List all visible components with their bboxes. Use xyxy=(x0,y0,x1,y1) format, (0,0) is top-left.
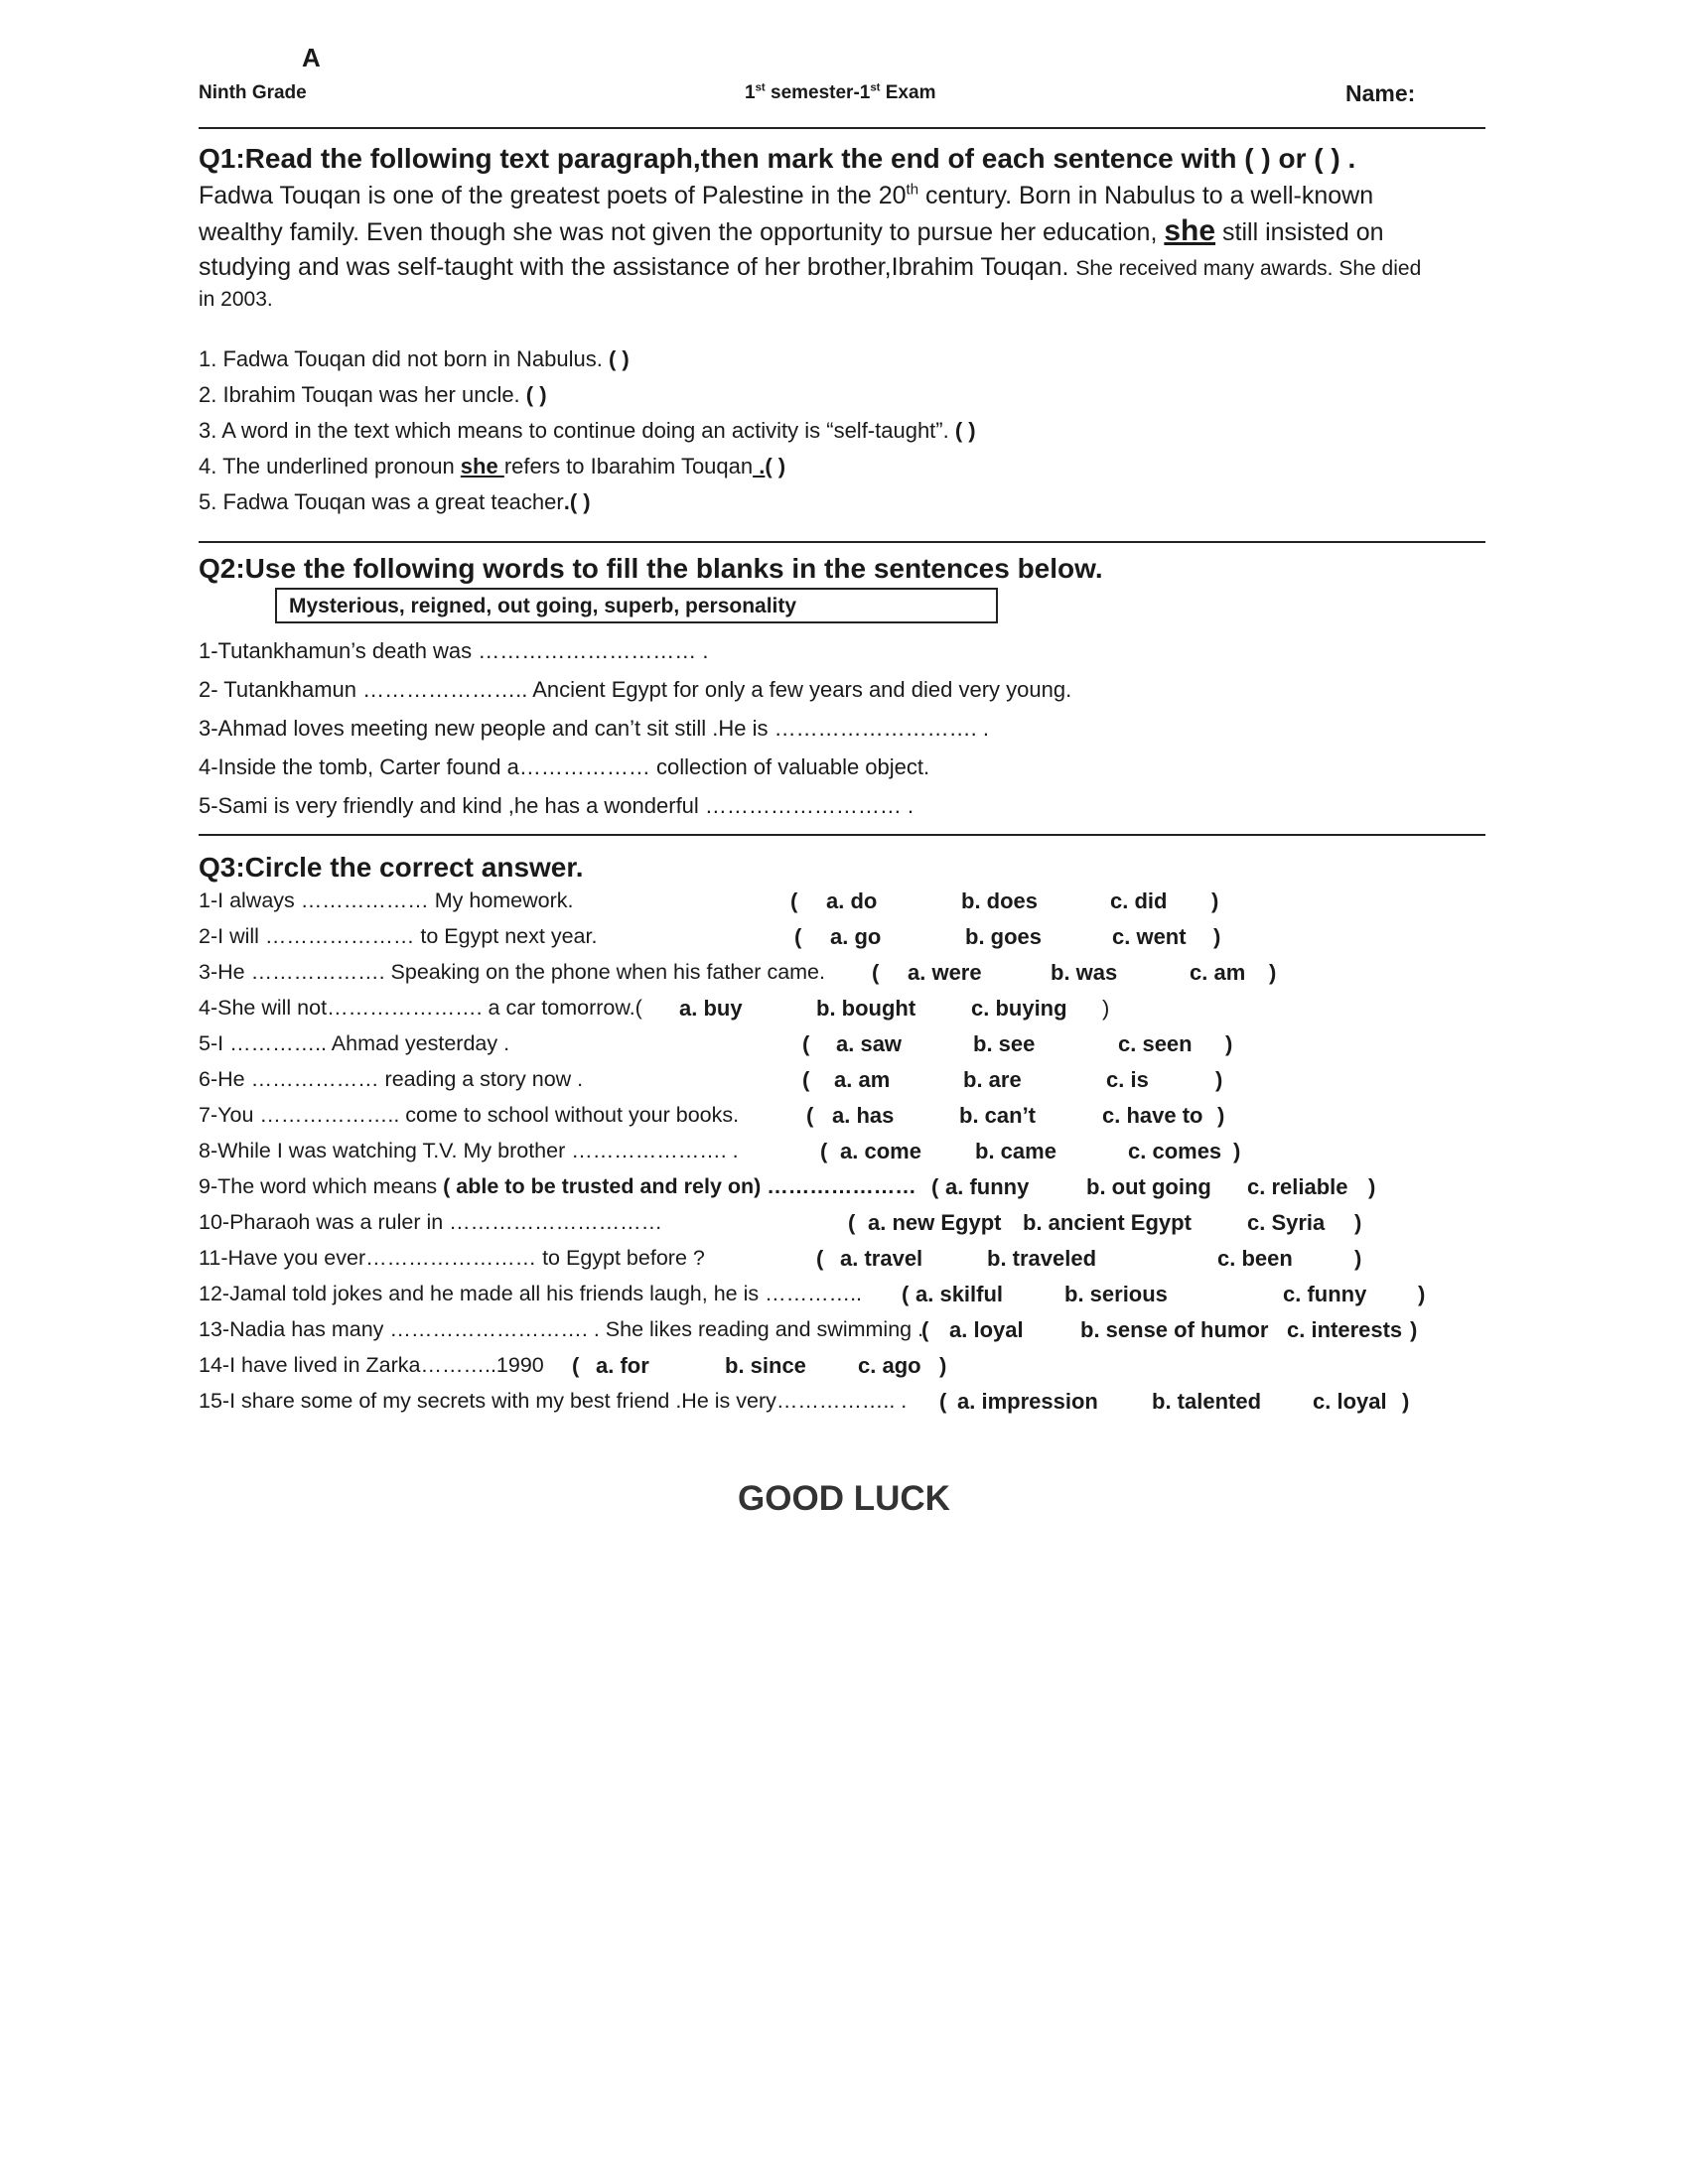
q3-title: Q3:Circle the correct answer. xyxy=(199,852,584,883)
word-bank-box xyxy=(275,588,998,623)
q3-option-c[interactable]: c. funny xyxy=(1283,1282,1367,1306)
q3-open-paren: ( xyxy=(572,1353,580,1378)
q3-option-a[interactable]: a. buy xyxy=(679,996,743,1021)
q3-option-c[interactable]: c. Syria xyxy=(1247,1210,1326,1235)
q3-option-c[interactable]: c. buying xyxy=(971,996,1067,1021)
q3-option-b[interactable]: b. serious xyxy=(1064,1282,1168,1306)
q1-title: Q1:Read the following text paragraph,then mark the end of each sentence with ( ) or ( ) . xyxy=(199,143,1356,174)
exam-version: A xyxy=(302,43,321,72)
q3-option-a[interactable]: a. has xyxy=(832,1103,895,1128)
q3-option-c[interactable]: c. went xyxy=(1112,924,1187,949)
q3-open-paren: ( xyxy=(806,1103,814,1128)
q3-open-paren: ( xyxy=(921,1317,929,1342)
q3-option-a[interactable]: a. saw xyxy=(836,1031,903,1056)
q3-close-paren: ) xyxy=(1225,1031,1233,1056)
q2-divider xyxy=(199,834,1485,836)
q3-option-a[interactable]: a. do xyxy=(826,888,878,913)
q3-option-c[interactable]: c. reliable xyxy=(1247,1174,1348,1199)
q3-question-13: 13-Nadia has many ………………………. . She likes reading and swimming . xyxy=(199,1317,924,1341)
q2-item-5: 5-Sami is very friendly and kind ,he has a wonderful ……………………… . xyxy=(199,793,914,818)
q3-question-5: 5-I ………….. Ahmad yesterday . xyxy=(199,1031,510,1055)
header-divider xyxy=(199,127,1485,129)
q3-option-b[interactable]: b. talented xyxy=(1152,1389,1262,1414)
q3-question-1: 1-I always ……………… My homework. xyxy=(199,888,574,912)
q3-open-paren: ( xyxy=(931,1174,939,1199)
q3-option-c[interactable]: c. comes xyxy=(1128,1139,1222,1163)
answer-blank: ( ) xyxy=(569,489,591,514)
q3-option-a[interactable]: a. skilful xyxy=(915,1282,1004,1306)
q1-item-4: 4. The underlined pronoun she refers to Ibarahim Touqan .( ) xyxy=(199,454,786,478)
answer-blank: ( ) xyxy=(765,454,786,478)
q3-option-c[interactable]: c. am xyxy=(1190,960,1246,985)
q3-option-b[interactable]: b. can’t xyxy=(959,1103,1037,1128)
q3-open-paren: ( xyxy=(820,1139,828,1163)
q3-open-paren: ( xyxy=(790,888,798,913)
q2-title: Q2:Use the following words to fill the blanks in the sentences below. xyxy=(199,553,1103,584)
q2-item-1: 1-Tutankhamun’s death was ………………………… . xyxy=(199,638,709,663)
answer-blank: ( ) xyxy=(608,346,630,371)
q3-question-3: 3-He ………………. Speaking on the phone when his father came. xyxy=(199,960,825,984)
q2-item-4: 4-Inside the tomb, Carter found a……………… collection of valuable object. xyxy=(199,754,930,779)
q3-close-paren: ) xyxy=(1233,1139,1241,1163)
q3-close-paren: ) xyxy=(1368,1174,1376,1199)
q3-option-c[interactable]: c. loyal xyxy=(1313,1389,1387,1414)
q3-open-paren: ( xyxy=(939,1389,947,1414)
q3-option-b[interactable]: b. traveled xyxy=(987,1246,1097,1271)
name-label: Name: xyxy=(1345,80,1416,106)
q3-option-c[interactable]: c. been xyxy=(1217,1246,1293,1271)
q3-option-c[interactable]: c. is xyxy=(1106,1067,1149,1092)
q3-close-paren: ) xyxy=(1354,1210,1362,1235)
underlined-pronoun: she xyxy=(1164,214,1216,247)
q3-option-a[interactable]: a. were xyxy=(908,960,982,985)
answer-blank: ( ) xyxy=(525,382,547,407)
q3-option-a[interactable]: a. travel xyxy=(840,1246,923,1271)
q2-item-2: 2- Tutankhamun ………………….. Ancient Egypt for only a few years and died very young. xyxy=(199,677,1072,702)
q1-paragraph: Fadwa Touqan is one of the greatest poets of Palestine in the 20th century. Born in Nabulus to a well-known wealthy family. Even though she was not given the opportunity to pursue her education, she still insisted on studying and was self-taught with the assistance of her brother,Ibrahim Touqan. She received many awards. She died in 2003. xyxy=(199,181,1422,311)
q3-close-paren: ) xyxy=(1354,1246,1362,1271)
q3-open-paren: ( xyxy=(872,960,880,985)
q1-item-2: 2. Ibrahim Touqan was her uncle. ( ) xyxy=(199,382,547,407)
q3-option-b[interactable]: b. came xyxy=(975,1139,1056,1163)
q3-open-paren: ( xyxy=(902,1282,910,1306)
q3-option-b[interactable]: b. bought xyxy=(816,996,916,1021)
q3-close-paren: ) xyxy=(1213,924,1221,949)
q3-option-c[interactable]: c. interests xyxy=(1287,1317,1403,1342)
exam-label: 1st semester-1st Exam xyxy=(745,81,936,103)
q3-option-c[interactable]: c. did xyxy=(1110,888,1168,913)
q3-option-b[interactable]: b. goes xyxy=(965,924,1043,949)
q3-option-c[interactable]: c. ago xyxy=(858,1353,921,1378)
q3-close-paren: ) xyxy=(1217,1103,1225,1128)
q3-option-b[interactable]: b. does xyxy=(961,888,1039,913)
q3-option-a[interactable]: a. am xyxy=(834,1067,891,1092)
q3-close-paren: ) xyxy=(1402,1389,1410,1414)
q3-option-a[interactable]: a. go xyxy=(830,924,882,949)
q3-question-10: 10-Pharaoh was a ruler in ………………………… xyxy=(199,1210,663,1234)
q3-option-a[interactable]: a. impression xyxy=(957,1389,1098,1414)
q3-open-paren: ( xyxy=(802,1031,810,1056)
q3-close-paren: ) xyxy=(1102,996,1110,1021)
good-luck-footer: GOOD LUCK xyxy=(738,1479,950,1518)
word-bank: Mysterious, reigned, out going, superb, personality xyxy=(289,595,797,617)
q3-open-paren: ( xyxy=(802,1067,810,1092)
q3-option-a[interactable]: a. for xyxy=(596,1353,649,1378)
q3-option-b[interactable]: b. out going xyxy=(1086,1174,1211,1199)
q3-option-c[interactable]: c. have to xyxy=(1102,1103,1203,1128)
q1-item-3: 3. A word in the text which means to continue doing an activity is “self-taught”. ( ) xyxy=(199,418,976,443)
q3-question-12: 12-Jamal told jokes and he made all his friends laugh, he is ………….. xyxy=(199,1282,863,1305)
q1-divider xyxy=(199,541,1485,543)
q3-option-b[interactable]: b. sense of humor xyxy=(1080,1317,1269,1342)
q3-question-7: 7-You ……………….. come to school without your books. xyxy=(199,1103,740,1127)
q3-question-6: 6-He ……………… reading a story now . xyxy=(199,1067,584,1091)
q3-question-8: 8-While I was watching T.V. My brother …………………. . xyxy=(199,1139,739,1162)
q2-item-3: 3-Ahmad loves meeting new people and can’t sit still .He is ………………………. . xyxy=(199,716,989,741)
answer-blank: ( ) xyxy=(954,418,976,443)
q3-option-b[interactable]: b. see xyxy=(973,1031,1036,1056)
q3-close-paren: ) xyxy=(1410,1317,1418,1342)
q3-question-11: 11-Have you ever…………………… to Egypt before ? xyxy=(199,1246,705,1270)
q3-option-b[interactable]: b. since xyxy=(725,1353,806,1378)
q3-option-a[interactable]: a. funny xyxy=(945,1174,1030,1199)
q3-close-paren: ) xyxy=(1211,888,1219,913)
q3-option-a[interactable]: a. new Egypt xyxy=(868,1210,1002,1235)
q3-option-a[interactable]: a. loyal xyxy=(949,1317,1024,1342)
q3-question-9: 9-The word which means ( able to be trusted and rely on) ………………… xyxy=(199,1174,916,1198)
q3-question-2: 2-I will ………………… to Egypt next year. xyxy=(199,924,598,948)
q1-item-1: 1. Fadwa Touqan did not born in Nabulus. ( ) xyxy=(199,346,630,371)
q3-question-4: 4-She will not…………………. a car tomorrow.( xyxy=(199,996,642,1020)
q3-open-paren: ( xyxy=(794,924,802,949)
q1-item-5: 5. Fadwa Touqan was a great teacher.( ) xyxy=(199,489,591,514)
q3-open-paren: ( xyxy=(848,1210,856,1235)
q3-close-paren: ) xyxy=(1215,1067,1223,1092)
q3-close-paren: ) xyxy=(1418,1282,1426,1306)
q3-option-b[interactable]: b. ancient Egypt xyxy=(1023,1210,1192,1235)
q3-question-15: 15-I share some of my secrets with my best friend .He is very…………….. . xyxy=(199,1389,908,1413)
q3-option-b[interactable]: b. are xyxy=(963,1067,1022,1092)
q3-close-paren: ) xyxy=(1269,960,1277,985)
q3-option-a[interactable]: a. come xyxy=(840,1139,921,1163)
q3-question-14: 14-I have lived in Zarka………..1990 xyxy=(199,1353,544,1377)
q3-close-paren: ) xyxy=(939,1353,947,1378)
q3-option-b[interactable]: b. was xyxy=(1051,960,1118,985)
q3-option-c[interactable]: c. seen xyxy=(1118,1031,1193,1056)
q3-open-paren: ( xyxy=(816,1246,824,1271)
grade-label: Ninth Grade xyxy=(199,82,307,103)
